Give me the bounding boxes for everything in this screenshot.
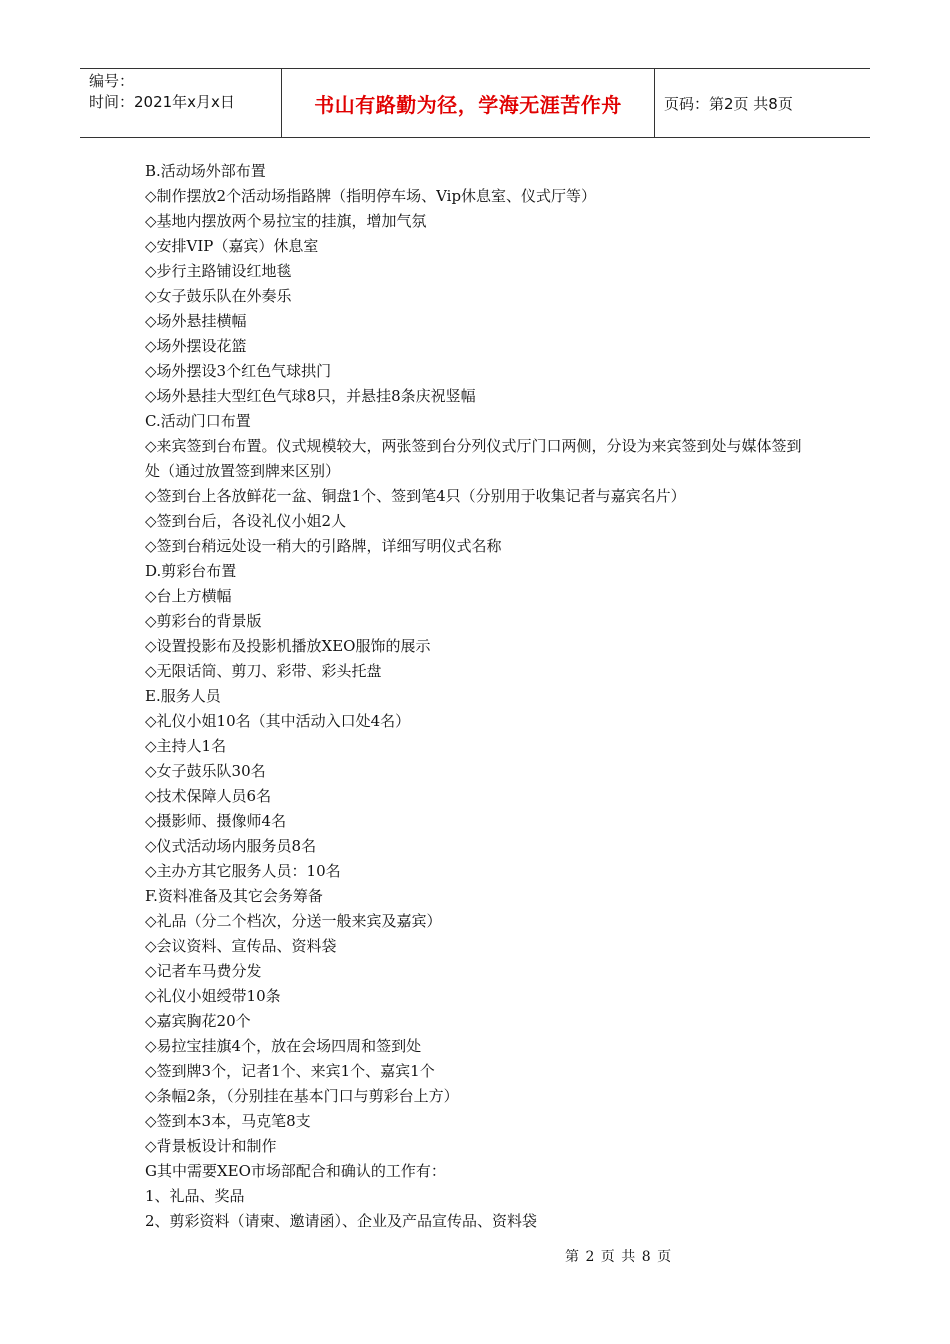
numbered-item: 2、剪彩资料（请柬、邀请函）、企业及产品宣传品、资料袋: [145, 1212, 538, 1230]
section-heading-c: C.活动门口布置: [145, 412, 251, 430]
list-item: ◇签到牌3个，记者1个、来宾1个、嘉宾1个: [145, 1062, 435, 1080]
list-item: ◇会议资料、宣传品、资料袋: [145, 937, 337, 955]
list-item: ◇主办方其它服务人员：10名: [145, 862, 341, 880]
list-item: ◇安排VIP（嘉宾）休息室: [145, 237, 319, 255]
list-item: ◇基地内摆放两个易拉宝的挂旗，增加气氛: [145, 212, 427, 230]
list-item: ◇场外悬挂大型红色气球8只，并悬挂8条庆祝竖幅: [145, 387, 476, 405]
document-number-label: 编号：: [89, 72, 135, 90]
section-heading-d: D.剪彩台布置: [145, 562, 237, 580]
list-item: ◇签到本3本，马克笔8支: [145, 1112, 311, 1130]
list-item: ◇记者车马费分发: [145, 962, 262, 980]
list-item: ◇仪式活动场内服务员8名: [145, 837, 317, 855]
header-meta: [80, 69, 282, 137]
list-item: ◇设置投影布及投影机播放XEO服饰的展示: [145, 637, 431, 655]
list-item: ◇技术保障人员6名: [145, 787, 272, 805]
document-date-label: 时间：2021年x月x日: [89, 93, 235, 111]
section-heading-b: B.活动场外部布置: [145, 162, 266, 180]
list-item: ◇签到台稍远处设一稍大的引路牌，详细写明仪式名称: [145, 537, 502, 555]
list-item: ◇台上方横幅: [145, 587, 232, 605]
list-item: ◇礼仪小姐绶带10条: [145, 987, 281, 1005]
list-item: ◇场外摆设3个红色气球拱门: [145, 362, 332, 380]
header-motto: 书山有路勤为径，学海无涯苦作舟: [314, 92, 622, 117]
list-item: ◇签到台上各放鲜花一盆、铜盘1个、签到笔4只（分别用于收集记者与嘉宾名片）: [145, 487, 686, 505]
list-item: ◇礼仪小姐10名（其中活动入口处4名）: [145, 712, 411, 730]
list-item: ◇场外悬挂横幅: [145, 312, 247, 330]
list-item: ◇剪彩台的背景版: [145, 612, 262, 630]
header-page-number: 页码：第2页 共8页: [664, 94, 793, 113]
list-item: ◇易拉宝挂旗4个，放在会场四周和签到处: [145, 1037, 422, 1055]
list-item: ◇摄影师、摄像师4名: [145, 812, 287, 830]
list-item: ◇来宾签到台布置。仪式规模较大，两张签到台分列仪式厅门口两侧，分设为来宾签到处与媒体签到处（通过放置签到牌来区别）: [145, 437, 802, 480]
section-heading-f: F.资料准备及其它会务筹备: [145, 887, 323, 905]
list-item: ◇步行主路铺设红地毯: [145, 262, 292, 280]
list-item: ◇签到台后，各设礼仪小姐2人: [145, 512, 347, 530]
list-item: ◇场外摆设花篮: [145, 337, 247, 355]
list-item: ◇无限话筒、剪刀、彩带、彩头托盘: [145, 662, 382, 680]
list-item: ◇礼品（分二个档次，分送一般来宾及嘉宾）: [145, 912, 442, 930]
section-heading-g: G其中需要XEO市场部配合和确认的工作有：: [145, 1162, 446, 1180]
document-body: [145, 159, 815, 1234]
list-item: ◇嘉宾胸花20个: [145, 1012, 251, 1030]
list-item: ◇背景板设计和制作: [145, 1137, 277, 1155]
list-item: ◇女子鼓乐队在外奏乐: [145, 287, 292, 305]
header-motto-cell: [282, 69, 655, 137]
page-footer: 第 2 页 共 8 页: [565, 1249, 673, 1265]
page-header: [80, 68, 870, 138]
section-heading-e: E.服务人员: [145, 687, 221, 705]
list-item: ◇条幅2条，（分别挂在基本门口与剪彩台上方）: [145, 1087, 459, 1105]
list-item: ◇女子鼓乐队30名: [145, 762, 266, 780]
list-item: ◇主持人1名: [145, 737, 227, 755]
numbered-item: 1、礼品、奖品: [145, 1187, 245, 1205]
list-item: ◇制作摆放2个活动场指路牌（指明停车场、Vip休息室、仪式厅等）: [145, 187, 597, 205]
